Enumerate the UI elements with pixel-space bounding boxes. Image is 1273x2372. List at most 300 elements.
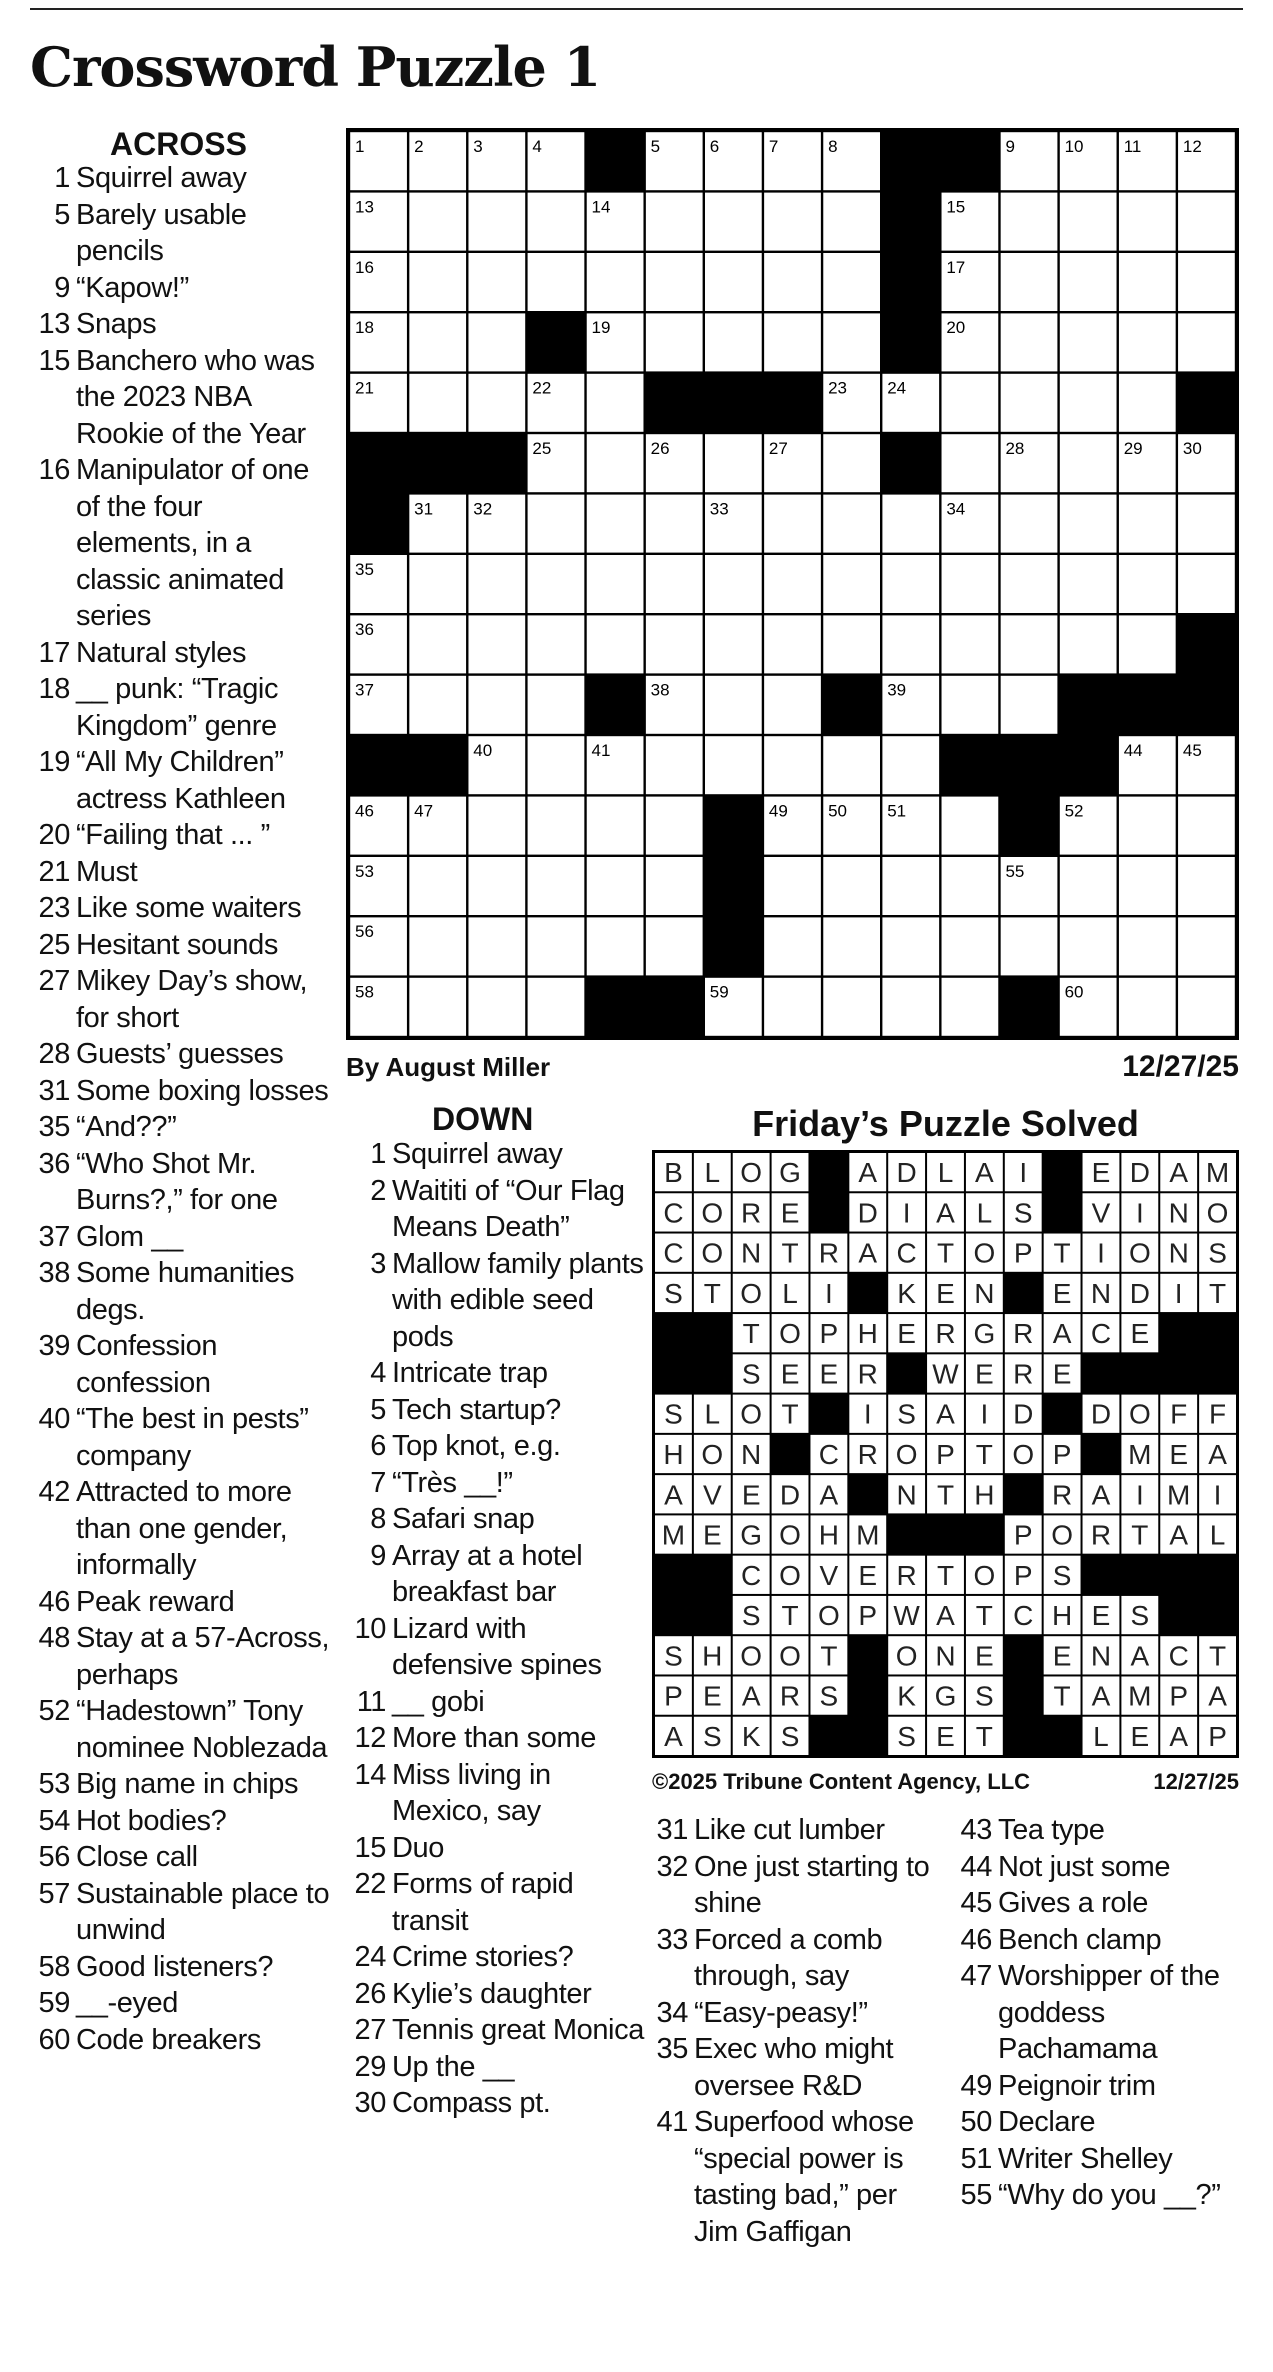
grid-cell[interactable]: [1001, 495, 1058, 553]
clue-across-clues-59[interactable]: [30, 1985, 330, 2022]
grid-cell[interactable]: [1060, 495, 1117, 553]
grid-cell[interactable]: [1178, 313, 1235, 371]
clue-across-clues-54[interactable]: [30, 1803, 330, 1840]
grid-cell[interactable]: [882, 555, 939, 613]
grid-cell[interactable]: [409, 374, 466, 432]
grid-cell[interactable]: [528, 676, 585, 734]
copyright: ©2025 Tribune Content Agency, LLC: [652, 1769, 1031, 1794]
grid-cell[interactable]: [528, 736, 585, 794]
clue-number: 42: [38, 1476, 70, 1508]
clue-down-clues_col1-6[interactable]: [346, 1428, 646, 1465]
grid-cell[interactable]: [409, 917, 466, 975]
clue-down-clues_col1-27[interactable]: [346, 2012, 646, 2049]
clue-down-clues_col3-45[interactable]: [952, 1885, 1242, 1922]
grid-cell[interactable]: [942, 978, 999, 1036]
clue-down-clues_col1-15[interactable]: [346, 1830, 646, 1867]
grid-cell[interactable]: [882, 857, 939, 915]
clue-across-clues-15[interactable]: [30, 343, 330, 453]
grid-cell[interactable]: [646, 193, 703, 251]
clue-across-clues-17[interactable]: [30, 635, 330, 672]
grid-cell[interactable]: [882, 495, 939, 553]
grid-cell[interactable]: [587, 917, 644, 975]
clue-across-clues-21[interactable]: [30, 854, 330, 891]
grid-cell[interactable]: [1178, 857, 1235, 915]
cell-number: 50: [828, 801, 847, 821]
grid-cell[interactable]: [882, 736, 939, 794]
solved-letter: A: [975, 1157, 994, 1189]
solved-letter: M: [1167, 1479, 1191, 1511]
clue-down-clues_col1-22[interactable]: [346, 1866, 646, 1939]
solved-letter: A: [1130, 1640, 1150, 1672]
clue-down-clues_col2-41[interactable]: [648, 2104, 948, 2250]
solved-letter: P: [1013, 1519, 1033, 1551]
clue-text: Some humanities degs.: [76, 1257, 295, 1326]
solved-letter: O: [973, 1237, 996, 1269]
grid-cell[interactable]: [646, 857, 703, 915]
clue-across-clues-28[interactable]: [30, 1036, 330, 1073]
grid-cell[interactable]: [1001, 193, 1058, 251]
grid-cell[interactable]: [823, 253, 880, 311]
solved-letter: G: [973, 1318, 996, 1350]
solved-black-square: [655, 1596, 692, 1634]
solved-black-square: [1005, 1676, 1042, 1714]
grid-cell[interactable]: [1001, 676, 1058, 734]
grid-cell[interactable]: [882, 615, 939, 673]
clue-across-clues-57[interactable]: [30, 1876, 330, 1949]
grid-cell[interactable]: [646, 313, 703, 371]
solved-black-square: [888, 1354, 925, 1392]
grid-cell[interactable]: [764, 313, 821, 371]
grid-cell[interactable]: [882, 917, 939, 975]
grid-cell[interactable]: [468, 313, 525, 371]
clue-down-clues_col2-33[interactable]: [648, 1922, 948, 1995]
grid-cell[interactable]: [1060, 615, 1117, 673]
grid-cell[interactable]: [764, 857, 821, 915]
grid-cell[interactable]: [646, 253, 703, 311]
clue-across-clues-19[interactable]: [30, 744, 330, 817]
grid-cell[interactable]: [942, 374, 999, 432]
grid-cell[interactable]: [705, 253, 762, 311]
grid-cell[interactable]: [764, 555, 821, 613]
clue-down-clues_col1-4[interactable]: [346, 1355, 646, 1392]
grid-cell[interactable]: [409, 676, 466, 734]
solved-black-square: [849, 1274, 886, 1312]
grid-cell[interactable]: [468, 797, 525, 855]
clue-text: “Failing that ... ”: [76, 819, 270, 851]
clue-down-clues_col3-55[interactable]: [952, 2177, 1242, 2214]
clue-across-clues-48[interactable]: [30, 1620, 330, 1693]
clue-down-clues_col1-5[interactable]: [346, 1392, 646, 1429]
solved-letter: O: [701, 1237, 724, 1269]
grid-cell[interactable]: [1060, 374, 1117, 432]
grid-cell[interactable]: [823, 193, 880, 251]
grid-cell[interactable]: [942, 917, 999, 975]
solved-letter: H: [663, 1439, 684, 1470]
black-square: [528, 313, 585, 371]
clue-across-clues-35[interactable]: [30, 1109, 330, 1146]
clue-across-clues-40[interactable]: [30, 1401, 330, 1474]
solved-letter: T: [936, 1237, 955, 1269]
clue-across-clues-60[interactable]: [30, 2022, 330, 2059]
clue-across-clues-13[interactable]: [30, 306, 330, 343]
grid-cell[interactable]: [764, 495, 821, 553]
grid-cell[interactable]: [1060, 917, 1117, 975]
grid-cell[interactable]: [587, 555, 644, 613]
clue-down-clues_col1-29[interactable]: [346, 2049, 646, 2086]
clue-text: Not just some: [998, 1850, 1171, 1883]
cell-number: 28: [1005, 439, 1025, 458]
cell-number: 49: [768, 801, 788, 821]
clue-down-clues_col2-31[interactable]: [648, 1812, 948, 1849]
clue-number: 4: [370, 1357, 386, 1389]
clue-number: 38: [38, 1257, 70, 1289]
black-square: [1060, 676, 1117, 734]
clue-down-clues_col1-24[interactable]: [346, 1939, 646, 1976]
clue-number: 32: [656, 1850, 688, 1883]
grid-cell[interactable]: [528, 193, 585, 251]
solved-letter: P: [664, 1680, 683, 1712]
grid-cell[interactable]: [409, 253, 466, 311]
solved-black-square: [1083, 1354, 1120, 1392]
clue-across-clues-36[interactable]: [30, 1146, 330, 1219]
grid-cell[interactable]: [646, 736, 703, 794]
grid-cell[interactable]: [823, 917, 880, 975]
solved-letter: I: [902, 1197, 911, 1229]
grid-cell[interactable]: [705, 434, 762, 492]
grid-cell[interactable]: [1178, 978, 1235, 1036]
grid-cell[interactable]: [764, 978, 821, 1036]
clue-down-clues_col3-49[interactable]: [952, 2068, 1242, 2105]
grid-cell[interactable]: [1119, 555, 1176, 613]
grid-cell[interactable]: [528, 857, 585, 915]
solved-letter: O: [779, 1640, 801, 1672]
grid-cell[interactable]: [764, 615, 821, 673]
clue-across-clues-20[interactable]: [30, 817, 330, 854]
clue-down-clues_col1-30[interactable]: [346, 2085, 646, 2122]
grid-cell[interactable]: [587, 434, 644, 492]
grid-cell[interactable]: [468, 555, 525, 613]
grid-cell[interactable]: [587, 797, 644, 855]
grid-cell[interactable]: [823, 615, 880, 673]
clue-down-clues_col3-47[interactable]: [952, 1958, 1242, 2068]
grid-cell[interactable]: [587, 374, 644, 432]
grid-cell[interactable]: [528, 555, 585, 613]
grid-cell[interactable]: [1119, 374, 1176, 432]
clue-text: Big name in chips: [76, 1768, 299, 1800]
grid-cell[interactable]: [942, 857, 999, 915]
grid-cell[interactable]: [528, 797, 585, 855]
solved-letter: C: [818, 1439, 840, 1470]
solved-letter: E: [1091, 1157, 1111, 1189]
clue-across-clues-23[interactable]: [30, 890, 330, 927]
solved-letter: S: [664, 1398, 683, 1430]
clue-text: Like some waiters: [76, 892, 302, 924]
solved-letter: N: [974, 1277, 995, 1309]
grid-cell[interactable]: [705, 555, 762, 613]
grid-cell[interactable]: [528, 917, 585, 975]
solved-black-square: [1199, 1596, 1236, 1634]
grid-cell[interactable]: [1119, 857, 1176, 915]
grid-cell[interactable]: [1001, 917, 1058, 975]
clue-across-clues-16[interactable]: [30, 452, 330, 635]
clue-number: 58: [38, 1950, 70, 1983]
grid-cell[interactable]: [468, 253, 525, 311]
clue-across-clues-39[interactable]: [30, 1328, 330, 1401]
solved-letter: T: [820, 1640, 838, 1672]
clue-down-clues_col3-50[interactable]: [952, 2104, 1242, 2141]
clue-down-clues_col3-44[interactable]: [952, 1849, 1242, 1886]
grid-cell[interactable]: [1060, 313, 1117, 371]
clue-across-clues-42[interactable]: [30, 1474, 330, 1584]
clue-number: 31: [38, 1074, 70, 1107]
solved-letter: L: [937, 1157, 954, 1189]
grid-cell[interactable]: [1001, 374, 1058, 432]
grid-cell[interactable]: [1119, 495, 1176, 553]
grid-cell[interactable]: [528, 615, 585, 673]
clue-across-clues-38[interactable]: [30, 1255, 330, 1328]
solved-letter: G: [934, 1680, 957, 1712]
grid-cell[interactable]: [587, 495, 644, 553]
clue-text: “And??”: [76, 1111, 177, 1143]
grid-cell[interactable]: [528, 253, 585, 311]
grid-cell[interactable]: [1060, 253, 1117, 311]
clue-number: 6: [370, 1430, 386, 1462]
grid-cell[interactable]: [1178, 555, 1235, 613]
clue-down-clues_col3-46[interactable]: [952, 1922, 1242, 1959]
grid-cell[interactable]: [646, 917, 703, 975]
solved-letter: D: [1129, 1277, 1150, 1309]
down-heading: DOWN: [432, 1101, 534, 1137]
grid-cell[interactable]: [646, 797, 703, 855]
grid-cell[interactable]: [705, 736, 762, 794]
grid-cell[interactable]: [468, 676, 525, 734]
solved-letter: T: [781, 1398, 799, 1430]
clue-across-clues-31[interactable]: [30, 1073, 330, 1110]
clue-across-clues-18[interactable]: [30, 671, 330, 744]
grid-cell[interactable]: [823, 555, 880, 613]
clue-number: 1: [54, 162, 70, 194]
grid-cell[interactable]: [1060, 434, 1117, 492]
clue-down-clues_col1-3[interactable]: [346, 1246, 646, 1356]
clue-across-clues-27[interactable]: [30, 963, 330, 1036]
grid-cell[interactable]: [823, 736, 880, 794]
cell-number: 21: [355, 378, 374, 398]
solved-black-square: [810, 1153, 847, 1191]
grid-cell[interactable]: [1178, 917, 1235, 975]
clue-number: 15: [354, 1831, 386, 1864]
grid-cell[interactable]: [468, 857, 525, 915]
grid-cell[interactable]: [468, 615, 525, 673]
cell-number: 55: [1005, 861, 1025, 881]
clue-down-clues_col3-43[interactable]: [952, 1812, 1242, 1849]
crossword-grid[interactable]: [346, 128, 1239, 1040]
grid-cell[interactable]: [646, 555, 703, 613]
clue-down-clues_col1-11[interactable]: [346, 1684, 646, 1721]
grid-cell[interactable]: [882, 978, 939, 1036]
solved-letter: P: [1013, 1559, 1033, 1591]
grid-cell[interactable]: [587, 253, 644, 311]
grid-cell[interactable]: [705, 313, 762, 371]
clue-across-clues-1[interactable]: [30, 160, 330, 197]
grid-cell[interactable]: [764, 253, 821, 311]
down-clue-list-2: [648, 1812, 948, 2250]
clue-number: 46: [960, 1923, 992, 1956]
clue-down-clues_col2-32[interactable]: [648, 1849, 948, 1922]
grid-cell[interactable]: [528, 978, 585, 1036]
clue-text: Guests’ guesses: [76, 1038, 284, 1070]
clue-down-clues_col1-2[interactable]: [346, 1173, 646, 1246]
clue-text: “Hadestown” Tony nominee Noblezada: [76, 1695, 328, 1764]
clue-down-clues_col1-12[interactable]: [346, 1720, 646, 1757]
clue-down-clues_col1-8[interactable]: [346, 1501, 646, 1538]
clue-down-clues_col1-26[interactable]: [346, 1976, 646, 2013]
solved-letter: E: [936, 1277, 955, 1309]
solved-puzzle-title: Friday’s Puzzle Solved: [752, 1103, 1139, 1144]
grid-cell[interactable]: [1001, 253, 1058, 311]
grid-cell[interactable]: [468, 978, 525, 1036]
cell-number: 15: [946, 197, 966, 217]
cell-number: 2: [414, 137, 424, 156]
grid-cell[interactable]: [646, 495, 703, 553]
clue-down-clues_col2-35[interactable]: [648, 2031, 948, 2104]
grid-cell[interactable]: [1119, 313, 1176, 371]
solved-black-square: [849, 1676, 886, 1714]
grid-cell[interactable]: [764, 193, 821, 251]
cell-number: 33: [709, 499, 729, 519]
grid-cell[interactable]: [823, 857, 880, 915]
solved-black-square: [1044, 1193, 1081, 1231]
solved-letter: E: [819, 1358, 839, 1390]
grid-cell[interactable]: [409, 615, 466, 673]
across-clue-list: [30, 160, 330, 2058]
grid-cell[interactable]: [1001, 615, 1058, 673]
grid-cell[interactable]: [1119, 797, 1176, 855]
clue-across-clues-53[interactable]: [30, 1766, 330, 1803]
grid-cell[interactable]: [1119, 917, 1176, 975]
black-square: [942, 132, 999, 190]
grid-cell[interactable]: [587, 615, 644, 673]
clue-number: 19: [38, 746, 70, 778]
solved-letter: E: [897, 1318, 916, 1350]
clue-down-clues_col1-10[interactable]: [346, 1611, 646, 1684]
grid-cell[interactable]: [1119, 253, 1176, 311]
grid-cell[interactable]: [764, 917, 821, 975]
clue-across-clues-25[interactable]: [30, 927, 330, 964]
grid-cell[interactable]: [705, 615, 762, 673]
grid-cell[interactable]: [1178, 193, 1235, 251]
grid-cell[interactable]: [1178, 495, 1235, 553]
clue-number: 47: [960, 1960, 992, 1992]
grid-cell[interactable]: [823, 434, 880, 492]
grid-cell[interactable]: [942, 555, 999, 613]
grid-cell[interactable]: [942, 434, 999, 492]
grid-cell[interactable]: [823, 495, 880, 553]
grid-cell[interactable]: [1060, 555, 1117, 613]
grid-cell[interactable]: [646, 615, 703, 673]
clue-down-clues_col3-51[interactable]: [952, 2141, 1242, 2178]
clue-text: “Why do you __?”: [998, 2179, 1221, 2211]
grid-cell[interactable]: [1119, 193, 1176, 251]
grid-cell[interactable]: [409, 313, 466, 371]
solved-letter: O: [701, 1439, 724, 1470]
grid-cell[interactable]: [587, 857, 644, 915]
clue-across-clues-56[interactable]: [30, 1839, 330, 1876]
black-square: [705, 374, 762, 432]
solved-letter: T: [1053, 1680, 1071, 1712]
grid-cell[interactable]: [1001, 555, 1058, 613]
clue-across-clues-58[interactable]: [30, 1949, 330, 1986]
clue-text: Squirrel away: [392, 1138, 563, 1170]
clue-down-clues_col1-9[interactable]: [346, 1538, 646, 1611]
grid-cell[interactable]: [468, 917, 525, 975]
solved-letter: M: [661, 1519, 686, 1551]
grid-cell[interactable]: [705, 676, 762, 734]
solved-letter: C: [1013, 1600, 1034, 1632]
grid-cell[interactable]: [409, 978, 466, 1036]
grid-cell[interactable]: [468, 374, 525, 432]
grid-cell[interactable]: [409, 555, 466, 613]
clue-down-clues_col1-1[interactable]: [346, 1136, 646, 1173]
solved-black-square: [694, 1314, 731, 1352]
grid-cell[interactable]: [468, 193, 525, 251]
grid-cell[interactable]: [409, 857, 466, 915]
clue-down-clues_col1-7[interactable]: [346, 1465, 646, 1502]
clue-across-clues-5[interactable]: [30, 197, 330, 270]
clue-across-clues-9[interactable]: [30, 270, 330, 307]
grid-cell[interactable]: [1119, 615, 1176, 673]
grid-cell[interactable]: [1119, 978, 1176, 1036]
solved-black-square: [1160, 1556, 1197, 1594]
clue-across-clues-46[interactable]: [30, 1584, 330, 1621]
clue-text: Like cut lumber: [694, 1814, 885, 1846]
grid-cell[interactable]: [705, 193, 762, 251]
grid-cell[interactable]: [764, 676, 821, 734]
grid-cell[interactable]: [409, 193, 466, 251]
grid-cell[interactable]: [942, 676, 999, 734]
grid-cell[interactable]: [1060, 857, 1117, 915]
clue-across-clues-52[interactable]: [30, 1693, 330, 1766]
grid-cell[interactable]: [942, 615, 999, 673]
grid-cell[interactable]: [823, 313, 880, 371]
grid-cell[interactable]: [942, 797, 999, 855]
cell-number: 14: [591, 197, 611, 217]
grid-cell[interactable]: [1178, 797, 1235, 855]
grid-cell[interactable]: [1001, 313, 1058, 371]
cell-number: 42: [946, 741, 966, 760]
solved-letter: O: [740, 1398, 763, 1430]
grid-cell[interactable]: [528, 495, 585, 553]
solved-black-square: [694, 1596, 731, 1634]
clue-number: 31: [656, 1814, 688, 1846]
clue-text: Compass pt.: [392, 2087, 551, 2119]
grid-cell[interactable]: [823, 978, 880, 1036]
solved-letter: E: [702, 1680, 722, 1712]
black-square: [350, 736, 407, 794]
grid-cell[interactable]: [1060, 193, 1117, 251]
clue-text: Code breakers: [76, 2023, 262, 2056]
clue-down-clues_col2-34[interactable]: [648, 1995, 948, 2032]
solved-black-square: [655, 1314, 692, 1352]
solved-black-square: [888, 1515, 925, 1553]
grid-cell[interactable]: [764, 736, 821, 794]
crossword-grid-svg[interactable]: [346, 128, 1239, 1040]
cell-number: 31: [414, 499, 434, 519]
clue-down-clues_col1-14[interactable]: [346, 1757, 646, 1830]
clue-across-clues-37[interactable]: [30, 1219, 330, 1256]
cell-number: 59: [709, 982, 729, 1002]
grid-cell[interactable]: [1178, 253, 1235, 311]
solved-letter: A: [741, 1680, 761, 1712]
